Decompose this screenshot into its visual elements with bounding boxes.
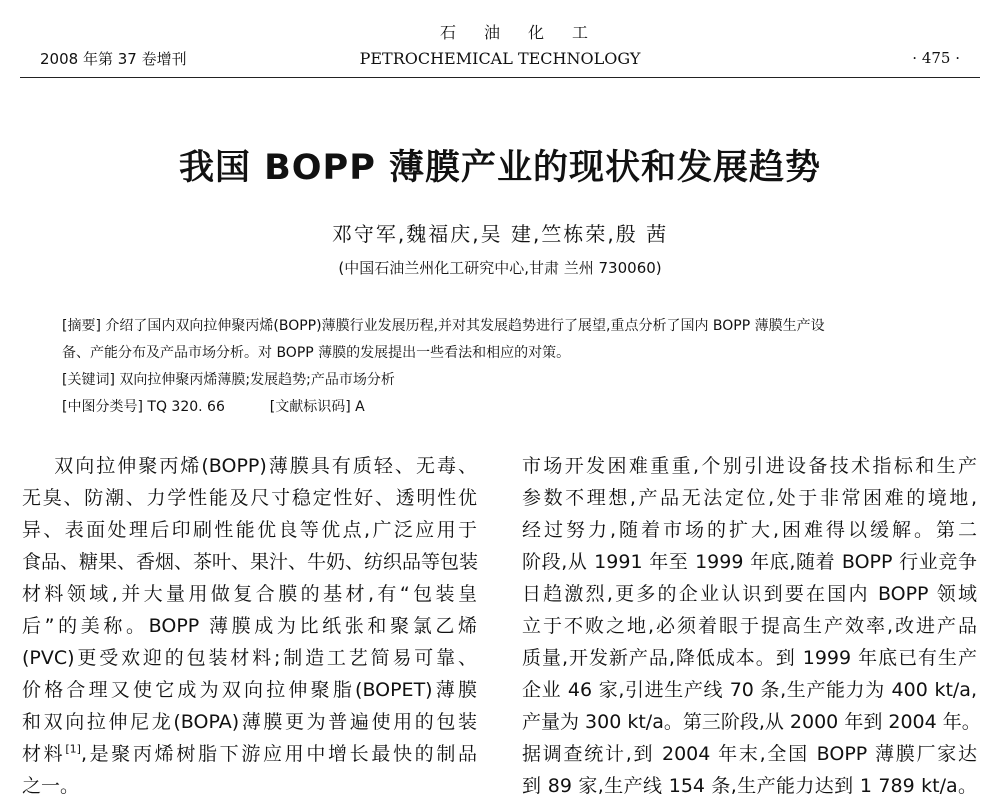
body-fragment: ,是聚丙烯树脂下游应用中增长最快的制品 — [80, 743, 477, 765]
body-line-with-ref — [22, 738, 477, 770]
abstract-line-2: 备、产能分布及产品市场分析。对 BOPP 薄膜的发展提出一些看法和相应的对策。 — [62, 345, 571, 361]
keywords-label: [关键词] — [62, 372, 115, 388]
header-divider — [20, 77, 980, 78]
body-line: 价格合理又使它成为双向拉伸聚脂(BOPET)薄膜 — [22, 679, 477, 701]
doc-code-label: [文献标识码] — [269, 399, 351, 415]
body-line: 到 89 家,生产线 154 条,生产能力达到 1 789 kt/a。 — [522, 775, 977, 797]
article-title: 我国 BOPP 薄膜产业的现状和发展趋势 — [178, 148, 822, 188]
keywords-line — [62, 367, 942, 394]
clc-label: [中图分类号] — [62, 399, 143, 415]
body-line: 质量,开发新产品,降低成本。到 1999 年底已有生产 — [522, 647, 977, 669]
body-column-right — [522, 450, 981, 802]
body-line: 之一。 — [22, 775, 80, 797]
clc-value: TQ 320. 66 — [147, 399, 225, 415]
body-line: 阶段,从 1991 年至 1999 年底,随着 BOPP 行业竞争 — [522, 551, 977, 573]
keywords-text: 双向拉伸聚丙烯薄膜;发展趋势;产品市场分析 — [119, 372, 395, 388]
page-number: · 475 · — [912, 49, 960, 67]
body-line: 无臭、防潮、力学性能及尺寸稳定性好、透明性优 — [22, 487, 477, 509]
abstract-block — [62, 313, 942, 421]
body-line: 立于不败之地,必须着眼于提高生产效率,改进产品 — [522, 615, 977, 637]
body-line: 产量为 300 kt/a。第三阶段,从 2000 年到 2004 年。 — [522, 711, 981, 733]
classification-line — [62, 394, 942, 421]
abstract-line-1 — [62, 313, 942, 340]
body-line: 材料领域,并大量用做复合膜的基材,有“包装皇 — [22, 583, 477, 605]
body-line: 经过努力,随着市场的扩大,困难得以缓解。第二 — [522, 519, 977, 541]
body-line: 食品、糖果、香烟、茶叶、果汁、牛奶、纺织品等包装 — [22, 551, 479, 573]
reference-marker[interactable]: [1] — [65, 742, 81, 756]
doc-code-value: A — [355, 399, 365, 415]
body-line: 和双向拉伸尼龙(BOPA)薄膜更为普遍使用的包装 — [22, 711, 477, 733]
article-authors: 邓守军,魏福庆,吴 建,竺栋荣,殷 茜 — [331, 222, 669, 246]
journal-title-cn: 石油化工 — [439, 23, 616, 42]
body-fragment: 材料 — [22, 743, 66, 765]
abstract-label: [摘要] — [62, 318, 101, 334]
body-line: 双向拉伸聚丙烯(BOPP)薄膜具有质轻、无毒、 — [22, 455, 477, 477]
body-line: 日趋激烈,更多的企业认识到要在国内 BOPP 领域 — [522, 583, 977, 605]
body-line: (PVC)更受欢迎的包装材料;制造工艺简易可靠、 — [22, 647, 477, 669]
body-line: 据调查统计,到 2004 年末,全国 BOPP 薄膜厂家达 — [522, 743, 977, 765]
body-line: 企业 46 家,引进生产线 70 条,生产能力为 400 kt/a, — [522, 679, 977, 701]
body-line: 参数不理想,产品无法定位,处于非常困难的境地, — [522, 487, 977, 509]
article-affiliation: (中国石油兰州化工研究中心,甘肃 兰州 730060) — [338, 259, 662, 277]
issue-info: 2008 年第 37 卷增刊 — [40, 50, 187, 68]
body-line: 异、表面处理后印刷性能优良等优点,广泛应用于 — [22, 519, 477, 541]
journal-title-en: PETROCHEMICAL TECHNOLOGY — [359, 49, 641, 68]
abstract-text-1: 介绍了国内双向拉伸聚丙烯(BOPP)薄膜行业发展历程,并对其发展趋势进行了展望,重点分析了国内 BOPP 薄膜生产设 — [105, 318, 825, 334]
body-line: 后”的美称。BOPP 薄膜成为比纸张和聚氯乙烯 — [22, 615, 477, 637]
body-column-left — [22, 450, 477, 802]
body-line: 市场开发困难重重,个别引进设备技术指标和生产 — [522, 455, 977, 477]
